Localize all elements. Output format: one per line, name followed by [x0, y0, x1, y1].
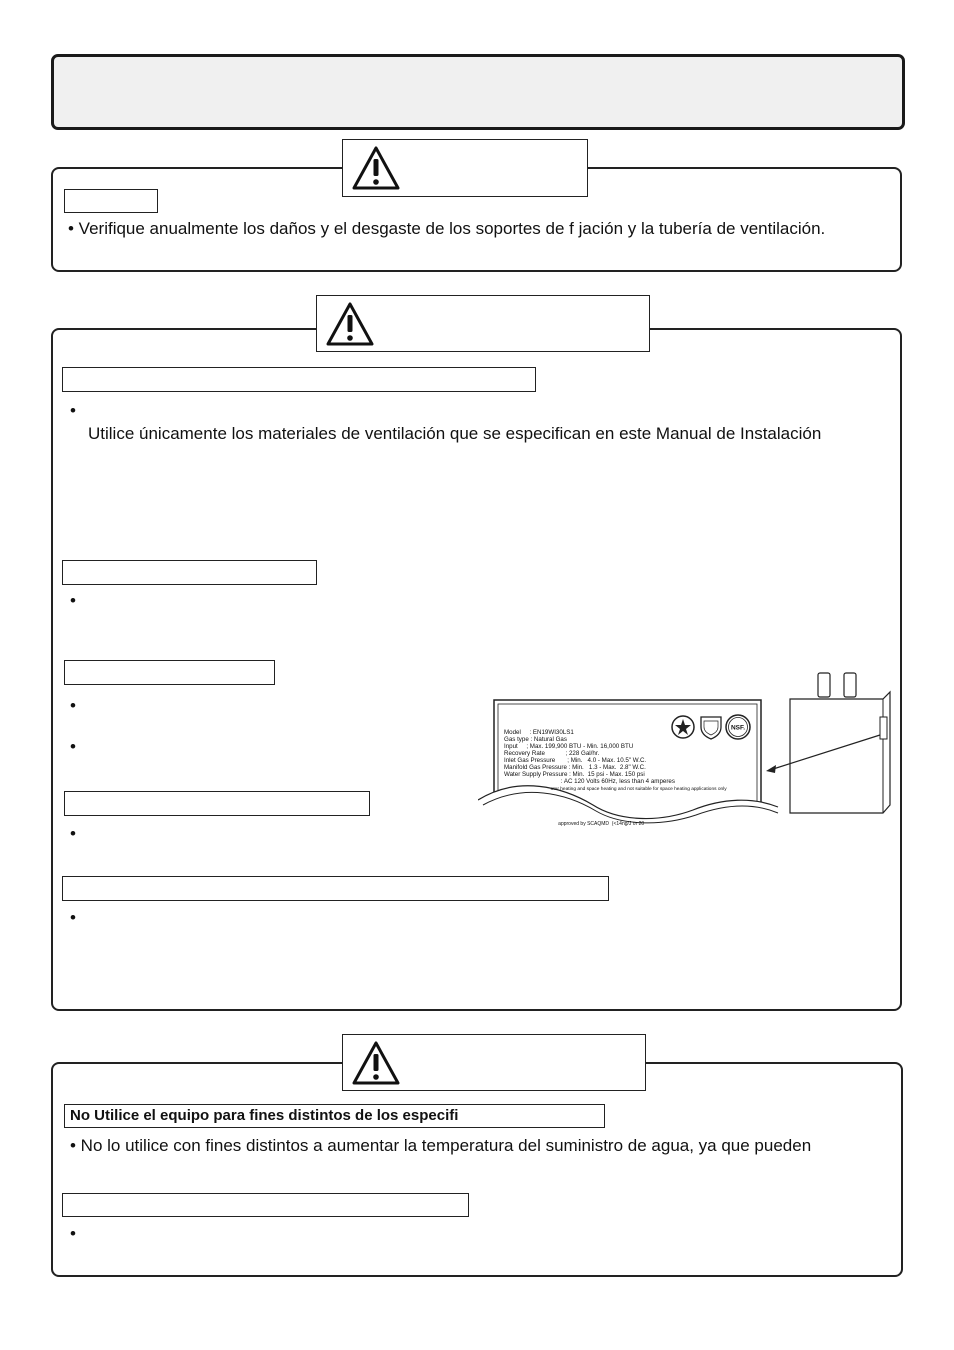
section-heading-3a: No Utilice el equipo para fines distintos de los especifi: [64, 1104, 605, 1128]
bullet-3a: • No lo utilice con fines distintos a aumentar la temperatura del suministro de agua, ya que pueden: [70, 1136, 812, 1155]
rating-line-8: : AC 120 Volts 60Hz, less than 4 amperes: [504, 778, 675, 785]
notice-text-1: • Verifique anualmente los daños y el desgaste de los soportes de f jación y la tubería de ventilación.: [68, 219, 826, 238]
rating-line-10: approved by SCAQMD (<14ng/J or 20: [504, 821, 645, 827]
bullet-2b: •: [70, 591, 76, 610]
rating-line-2: Gas type : Natural Gas: [504, 736, 567, 743]
section-label-2d: [64, 791, 370, 816]
water-heater-unit-icon: [790, 673, 890, 813]
bullet-3b: •: [70, 1224, 76, 1243]
page-title-bar: [51, 54, 905, 130]
section-label-2b: [62, 560, 317, 585]
section-label-2a: [62, 367, 536, 392]
warning-header-box-1: [342, 139, 588, 197]
rating-line-5: Inlet Gas Pressure ; Min. 4.0 - Max. 10.5" W.C.: [504, 757, 647, 764]
ventilation-text: Utilice únicamente los materiales de ventilación que se especifican en este Manual de Instalación: [88, 424, 822, 443]
warning-header-box-2: [316, 295, 650, 352]
rating-line-6: Manifold Gas Pressure : Min. 1.3 - Max. 2.8" W.C.: [504, 764, 646, 771]
warning-triangle-icon: [325, 301, 375, 347]
section-label-2e: [62, 876, 609, 901]
warning-header-box-3: [342, 1034, 646, 1091]
rating-plate-illustration: [478, 665, 898, 840]
warning-triangle-icon: [351, 145, 401, 191]
rating-line-9: ater heating and space heating and not suitable for space heating applications only: [504, 787, 727, 792]
bullet-2c1: •: [70, 696, 76, 715]
section-label-3b: [62, 1193, 469, 1217]
rating-line-3: Input ; Max. 199,900 BTU - Min. 16,000 BTU: [504, 743, 634, 750]
notice-panel-3: [51, 1062, 903, 1277]
rating-line-7: Water Supply Pressure : Min. 15 psi - Max. 150 psi: [504, 771, 645, 778]
nsf-badge-text: NSF.: [730, 724, 746, 732]
section-label-1: [64, 189, 158, 213]
section-label-2c: [64, 660, 275, 685]
bullet-2d: •: [70, 824, 76, 843]
star-certification-icon: [672, 716, 694, 738]
rating-line-1: Model : EN19WI30LS1: [504, 729, 574, 736]
warning-triangle-icon: [351, 1040, 401, 1086]
bullet-2c2: •: [70, 737, 76, 756]
rating-line-4: Recovery Rate ; 228 Gal/hr.: [504, 750, 600, 757]
bullet-2a: •: [70, 401, 76, 420]
bullet-2e: •: [70, 908, 76, 927]
